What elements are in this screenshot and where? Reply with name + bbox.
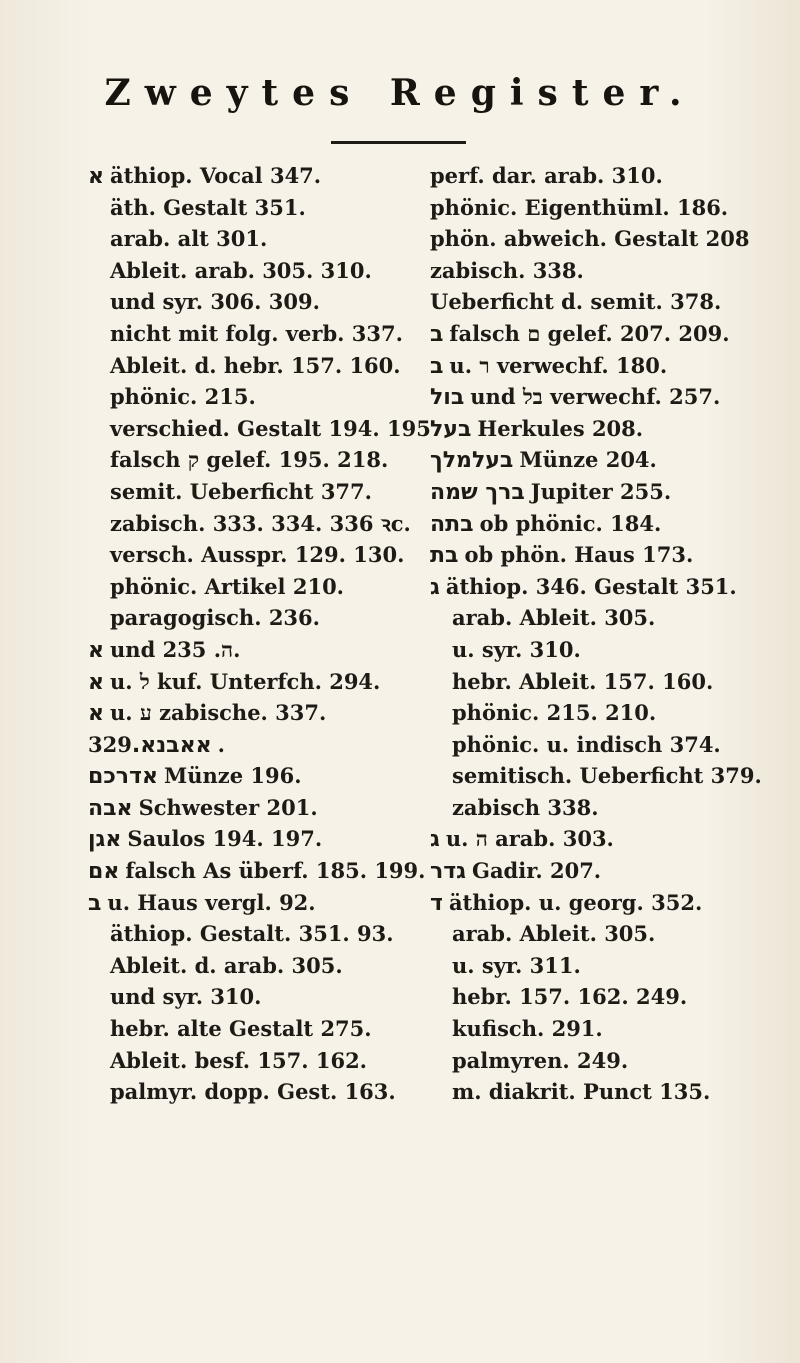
entry-text: äth. Gestalt 351.: [110, 194, 306, 220]
hebrew-term: אם: [88, 859, 120, 885]
index-entry: [88, 413, 431, 445]
entry-text: äthiop. 346. Gestalt 351.: [445, 573, 737, 599]
index-entry: [430, 697, 770, 729]
entry-text: u. ר verwechf. 180.: [449, 352, 668, 378]
entry-text: äthiop. Vocal 347.: [110, 163, 322, 188]
entry-text: paragogisch. 236.: [110, 605, 320, 631]
index-entry: [430, 160, 770, 192]
index-entry: [88, 539, 408, 571]
index-entry: [430, 381, 770, 413]
hebrew-term: א: [88, 164, 105, 189]
entry-text: falsch As überf. 185. 199.: [125, 858, 426, 884]
index-entry: [88, 981, 408, 1013]
entry-text: Schwester 201.: [138, 794, 318, 820]
entry-text: 329.: [88, 731, 225, 757]
entry-text: Ableit. d. hebr. 157. 160.: [110, 352, 401, 378]
hebrew-term: א: [88, 637, 105, 663]
entry-text: u. syr. 311.: [452, 952, 581, 978]
index-entry: [430, 508, 770, 540]
index-entry: [88, 286, 408, 318]
hebrew-term: בת: [430, 543, 459, 569]
index-entry: [88, 697, 408, 729]
entry-text: äthiop. Gestalt. 351. 93.: [110, 921, 394, 947]
index-entry: [88, 602, 408, 634]
index-entry: [430, 1076, 770, 1108]
entry-text: und ה. 235.: [110, 636, 241, 662]
index-entry: [430, 318, 770, 350]
index-entry: [430, 223, 770, 255]
entry-text: hebr. alte Gestalt 275.: [110, 1016, 372, 1042]
entry-text: Ueberficht d. semit. 378.: [430, 289, 722, 315]
index-entry: [88, 855, 426, 887]
index-entry: [88, 318, 408, 350]
index-entry: [430, 476, 770, 508]
entry-text: Gadir. 207.: [472, 858, 602, 884]
entry-text: u. ע zabische. 337.: [110, 700, 327, 726]
entry-text: phönic. 215. 210.: [452, 700, 657, 726]
index-entry: [88, 192, 408, 224]
index-entry: [88, 476, 408, 508]
hebrew-term: אגן: [88, 827, 122, 853]
index-entry: [88, 508, 411, 540]
index-entry: [430, 255, 770, 287]
hebrew-term: ב: [88, 890, 102, 916]
index-entry: [88, 350, 408, 382]
index-entry: [430, 823, 770, 855]
index-entry: [430, 350, 770, 382]
entry-text: verschied. Gestalt 194. 195: [110, 415, 431, 441]
index-entry: [88, 571, 408, 603]
entry-text: perf. dar. arab. 310.: [430, 163, 663, 188]
left-column: [88, 160, 431, 1108]
entry-text: zabisch. 333. 334. 336 ꝛc.: [110, 510, 411, 536]
hebrew-term: גדר: [430, 859, 467, 885]
index-entry: [430, 413, 770, 445]
entry-text: phönic. 215.: [110, 384, 256, 410]
index-entry: [430, 286, 770, 318]
index-entry: [430, 950, 770, 982]
index-entry: [88, 223, 408, 255]
entry-text: zabisch. 338.: [430, 257, 584, 283]
index-entry: [88, 255, 408, 287]
entry-text: Herkules 208.: [477, 415, 644, 441]
entry-text: zabisch 338.: [452, 794, 599, 820]
index-entry: [430, 192, 770, 224]
entry-text: Ableit. besf. 157. 162.: [110, 1047, 367, 1073]
index-entry: [88, 792, 408, 824]
entry-text: nicht mit folg. verb. 337.: [110, 320, 403, 346]
entry-text: kufisch. 291.: [452, 1016, 603, 1042]
hebrew-term: בעל: [430, 416, 472, 442]
hebrew-term: בעלמלך: [430, 448, 514, 474]
index-entry: [430, 602, 770, 634]
entry-text: arab. alt 301.: [110, 226, 268, 252]
page-header: Zweytes Register.: [104, 72, 696, 114]
entry-text: falsch ק gelef. 195. 218.: [110, 447, 389, 473]
index-entry: [88, 1013, 408, 1045]
entry-text: phönic. Eigenthüml. 186.: [430, 194, 729, 220]
entry-text: Saulos 194. 197.: [127, 826, 323, 852]
index-entry: [430, 918, 770, 950]
entry-text: und syr. 310.: [110, 984, 262, 1010]
entry-text: arab. Ableit. 305.: [452, 605, 656, 631]
hebrew-term: בול: [430, 385, 465, 411]
hebrew-term: ג: [430, 827, 440, 853]
header-rule: [331, 141, 466, 144]
hebrew-term: ד: [430, 890, 443, 916]
hebrew-term: א: [88, 669, 105, 695]
entry-text: phönic. Artikel 210.: [110, 573, 344, 599]
hebrew-term: אאבנא.: [131, 732, 212, 758]
index-entry: [88, 666, 408, 698]
entry-text: arab. Ableit. 305.: [452, 921, 656, 947]
index-entry: [88, 760, 408, 792]
entry-text: falsch ם gelef. 207. 209.: [449, 320, 730, 346]
entry-text: und syr. 306. 309.: [110, 289, 320, 315]
entry-text: ob phönic. 184.: [479, 510, 662, 536]
entry-text: Münze 196.: [163, 763, 302, 789]
hebrew-term: ב: [430, 321, 444, 347]
entry-text: Jupiter 255.: [530, 478, 672, 504]
entry-text: versch. Ausspr. 129. 130.: [110, 542, 405, 568]
index-entry: [88, 1076, 408, 1108]
entry-text: palmyren. 249.: [452, 1047, 629, 1073]
entry-text: Ableit. arab. 305. 310.: [110, 257, 372, 283]
entry-text: palmyr. dopp. Gest. 163.: [110, 1079, 396, 1105]
index-entry: [430, 792, 770, 824]
hebrew-term: ברך שמה: [430, 479, 525, 505]
index-entry: [430, 444, 770, 476]
entry-text: u. ל kuf. Unterfch. 294.: [110, 668, 381, 694]
right-column: [430, 160, 770, 1108]
index-entry: [430, 1013, 770, 1045]
index-entry: [88, 381, 408, 413]
entry-text: u. ה arab. 303.: [445, 826, 614, 852]
index-entry: [430, 855, 770, 887]
hebrew-term: אדרכם: [88, 764, 158, 790]
entry-text: m. diakrit. Punct 135.: [452, 1079, 711, 1105]
index-entry: [88, 444, 408, 476]
index-entry: [88, 729, 408, 761]
entry-text: semitisch. Ueberficht 379.: [452, 763, 762, 789]
index-entry: [88, 887, 408, 919]
entry-text: Münze 204.: [519, 447, 657, 473]
index-entry: [430, 571, 770, 603]
index-entry: [430, 1045, 770, 1077]
index-entry: [430, 666, 770, 698]
index-entry: [430, 634, 770, 666]
index-entry: [430, 729, 770, 761]
index-entry: [88, 823, 408, 855]
entry-text: und בל verwechf. 257.: [470, 384, 721, 410]
hebrew-term: אבה: [88, 795, 133, 821]
hebrew-term: א: [88, 701, 105, 727]
entry-text: u. Haus vergl. 92.: [107, 889, 316, 915]
entry-text: Ableit. d. arab. 305.: [110, 952, 343, 978]
index-entry: [430, 539, 770, 571]
index-entry: [88, 160, 408, 192]
index-entry: [430, 760, 770, 792]
entry-text: ob phön. Haus 173.: [464, 542, 694, 568]
entry-text: hebr. 157. 162. 249.: [452, 984, 688, 1010]
entry-text: u. syr. 310.: [452, 636, 581, 662]
hebrew-term: בתה: [430, 511, 474, 537]
entry-text: äthiop. u. georg. 352.: [448, 889, 703, 915]
entry-text: semit. Ueberficht 377.: [110, 478, 372, 504]
hebrew-term: ב: [430, 353, 444, 379]
entry-text: phön. abweich. Gestalt 208: [430, 226, 750, 252]
index-entry: [88, 1045, 408, 1077]
index-entry: [430, 981, 770, 1013]
index-entry: [88, 918, 408, 950]
entry-text: hebr. Ableit. 157. 160.: [452, 668, 714, 694]
index-entry: [88, 950, 408, 982]
index-entry: [430, 887, 770, 919]
entry-text: phönic. u. indisch 374.: [452, 731, 721, 757]
hebrew-term: ג: [430, 574, 440, 600]
index-entry: [88, 634, 408, 666]
